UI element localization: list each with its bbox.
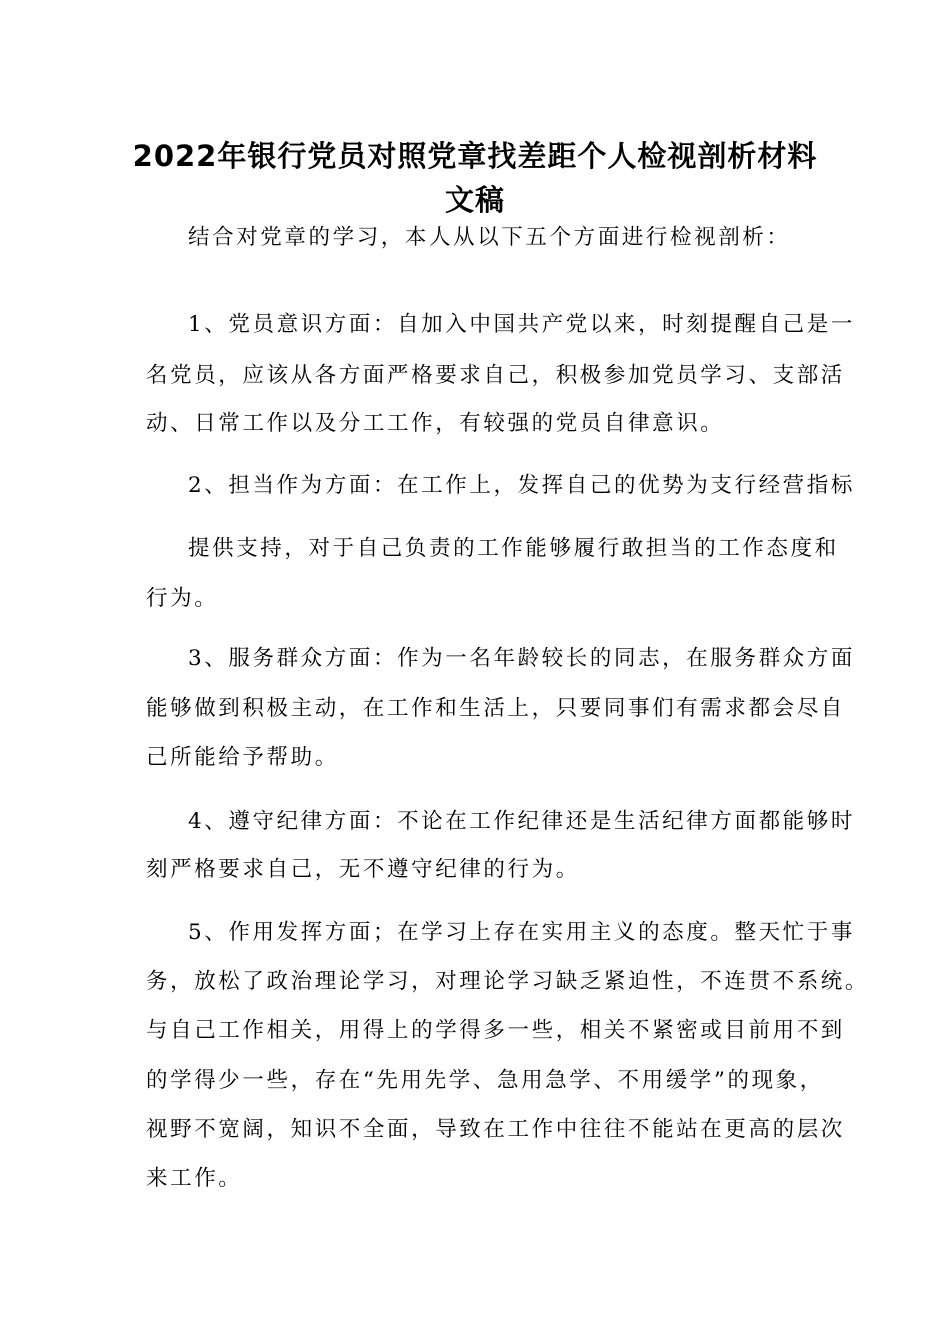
document-title: 2022年银行党员对照党章找差距个人检视剖析材料 [132,139,818,173]
paragraph-4-line: 4、遵守纪律方面：不论在工作纪律还是生活纪律方面都能够时 [188,809,855,834]
paragraph-4-line: 刻严格要求自己，无不遵守纪律的行为。 [146,857,580,882]
paragraph-3-line: 能够做到积极主动，在工作和生活上，只要同事们有需求都会尽自 [146,696,845,721]
paragraph-5-line: 务，放松了政治理论学习，对理论学习缺乏紧迫性，不连贯不系统。 [146,969,870,994]
paragraph-5-line: 的学得少一些，存在“先用先学、急用急学、不用缓学”的现象， [146,1068,824,1093]
paragraph-2-line: 2、担当作为方面：在工作上，发挥自己的优势为支行经营指标 [188,473,855,498]
paragraph-3-line: 3、服务群众方面：作为一名年龄较长的同志，在服务群众方面 [188,646,855,671]
paragraph-1-line: 1、党员意识方面：自加入中国共产党以来，时刻提醒自己是一 [188,312,855,337]
paragraph-5-line: 视野不宽阔，知识不全面，导致在工作中往往不能站在更高的层次 [146,1117,845,1142]
paragraph-1-line: 名党员，应该从各方面严格要求自己，积极参加党员学习、支部活 [146,363,845,388]
paragraph-2-line: 提供支持，对于自己负责的工作能够履行敢担当的工作态度和 [188,536,839,561]
paragraph-2-line: 行为。 [146,586,219,611]
document-title-continued: 文稿 [444,183,505,217]
paragraph-5-line: 来工作。 [146,1166,243,1191]
paragraph-3-line: 己所能给予帮助。 [146,745,339,770]
paragraph-5-line: 与自己工作相关，用得上的学得多一些，相关不紧密或目前用不到 [146,1018,845,1043]
intro-paragraph: 结合对党章的学习，本人从以下五个方面进行检视剖析： [188,225,791,250]
paragraph-5-line: 5、作用发挥方面；在学习上存在实用主义的态度。整天忙于事 [188,920,855,945]
paragraph-1-line: 动、日常工作以及分工工作，有较强的党员自律意识。 [146,411,725,436]
